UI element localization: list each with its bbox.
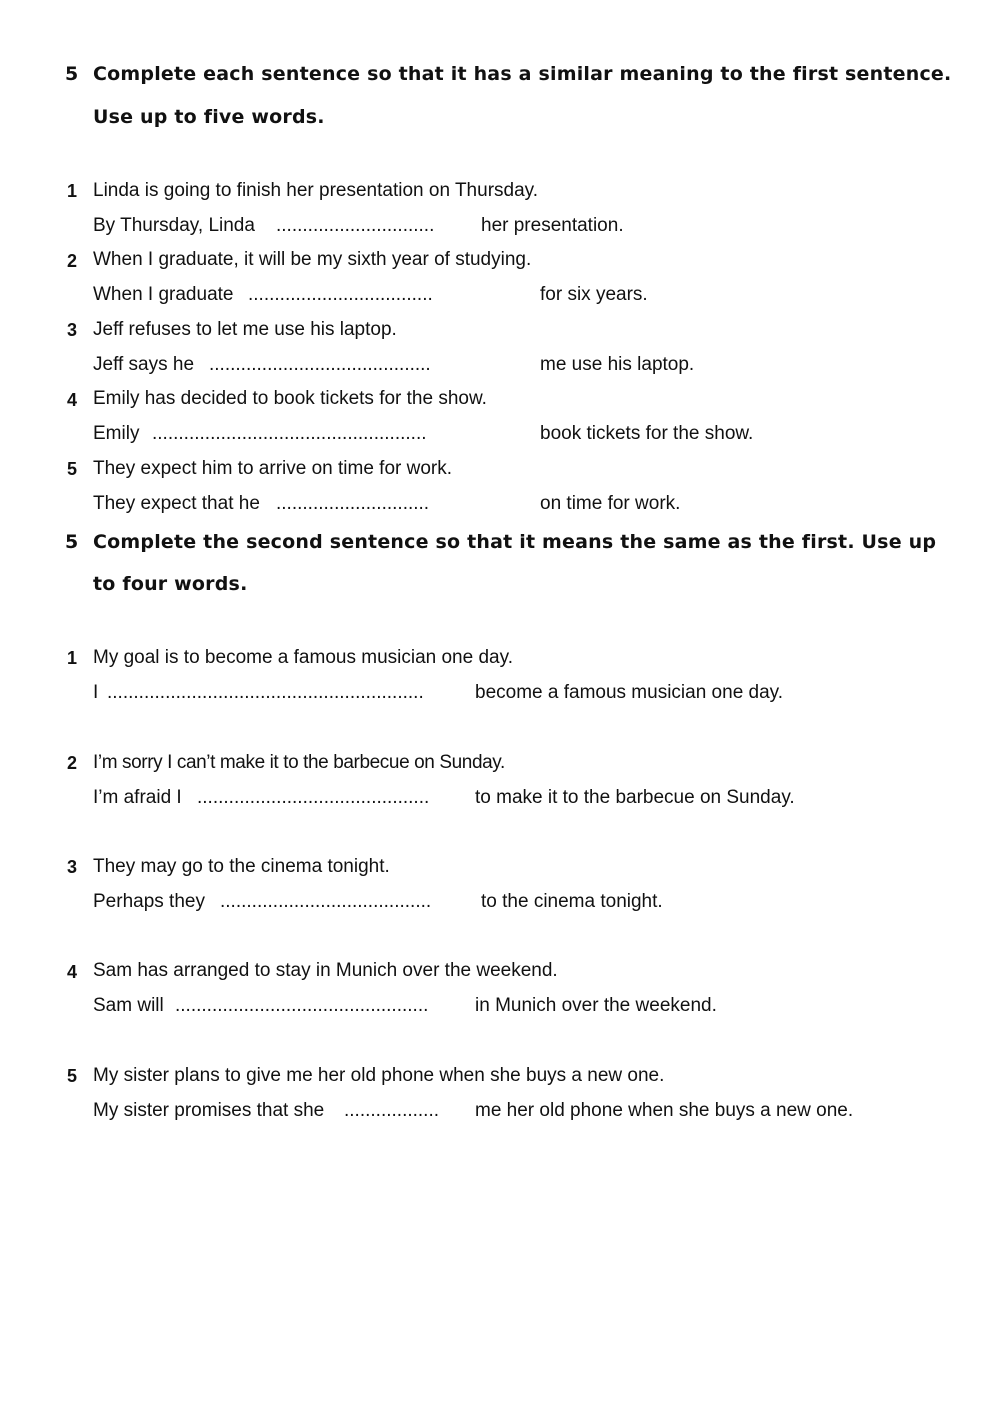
answer-blank[interactable]: ...................................: [248, 284, 433, 305]
rewrite-prefix: By Thursday, Linda: [93, 215, 255, 236]
original-sentence: Jeff refuses to let me use his laptop.: [93, 319, 397, 340]
item-number: 1: [67, 648, 78, 668]
original-sentence: Sam has arranged to stay in Munich over the weekend.: [93, 960, 558, 981]
rewrite-suffix: in Munich over the weekend.: [475, 995, 717, 1016]
item-number: 4: [67, 390, 78, 410]
answer-blank[interactable]: ............................................: [197, 787, 430, 808]
rewrite-suffix: to the cinema tonight.: [481, 891, 663, 912]
answer-blank[interactable]: ..........................................: [209, 354, 431, 375]
rewrite-prefix: Emily: [93, 423, 140, 444]
rewrite-suffix: on time for work.: [540, 493, 681, 514]
original-sentence: When I graduate, it will be my sixth year of studying.: [93, 249, 532, 270]
rewrite-prefix: I: [93, 682, 99, 703]
original-sentence: My sister plans to give me her old phone when she buys a new one.: [93, 1065, 665, 1086]
rewrite-prefix: When I graduate: [93, 284, 234, 305]
answer-blank[interactable]: ..............................: [276, 215, 435, 236]
item-number: 2: [67, 251, 78, 271]
section-number: 5: [65, 63, 79, 85]
original-sentence: I’m sorry I can’t make it to the barbecue on Sunday.: [93, 752, 505, 773]
rewrite-suffix: me her old phone when she buys a new one.: [475, 1100, 854, 1121]
item-number: 2: [67, 753, 78, 773]
section-instruction-line2: Use up to five words.: [93, 106, 325, 128]
answer-blank[interactable]: ................................................: [175, 995, 429, 1016]
original-sentence: Emily has decided to book tickets for the show.: [93, 388, 487, 409]
answer-blank[interactable]: ............................................................: [107, 682, 424, 703]
rewrite-suffix: her presentation.: [481, 215, 624, 236]
rewrite-prefix: Perhaps they: [93, 891, 205, 912]
answer-blank[interactable]: .............................: [276, 493, 430, 514]
answer-blank[interactable]: ........................................: [220, 891, 432, 912]
original-sentence: My goal is to become a famous musician one day.: [93, 647, 513, 668]
answer-blank[interactable]: ..................: [344, 1100, 440, 1121]
rewrite-prefix: I’m afraid I: [93, 787, 182, 808]
item-number: 3: [67, 857, 78, 877]
item-number: 5: [67, 1066, 78, 1086]
rewrite-prefix: They expect that he: [93, 493, 260, 514]
original-sentence: They expect him to arrive on time for work.: [93, 458, 453, 479]
answer-blank[interactable]: ....................................................: [152, 423, 427, 444]
rewrite-suffix: to make it to the barbecue on Sunday.: [475, 787, 795, 808]
rewrite-suffix: me use his laptop.: [540, 354, 695, 375]
original-sentence: They may go to the cinema tonight.: [93, 856, 390, 877]
item-number: 5: [67, 459, 78, 479]
item-number: 4: [67, 962, 78, 982]
rewrite-prefix: My sister promises that she: [93, 1100, 325, 1121]
original-sentence: Linda is going to finish her presentation on Thursday.: [93, 180, 539, 201]
item-number: 1: [67, 181, 78, 201]
section-number: 5: [65, 531, 79, 553]
rewrite-prefix: Jeff says he: [93, 354, 195, 375]
section-instruction-line1: Complete the second sentence so that it means the same as the first. Use up: [93, 531, 937, 553]
rewrite-suffix: become a famous musician one day.: [475, 682, 784, 703]
rewrite-suffix: book tickets for the show.: [540, 423, 754, 444]
section-instruction-line1: Complete each sentence so that it has a similar meaning to the first sentence.: [93, 63, 952, 85]
item-number: 3: [67, 320, 78, 340]
section-instruction-line2: to four words.: [93, 573, 248, 595]
rewrite-prefix: Sam will: [93, 995, 164, 1016]
rewrite-suffix: for six years.: [540, 284, 648, 305]
